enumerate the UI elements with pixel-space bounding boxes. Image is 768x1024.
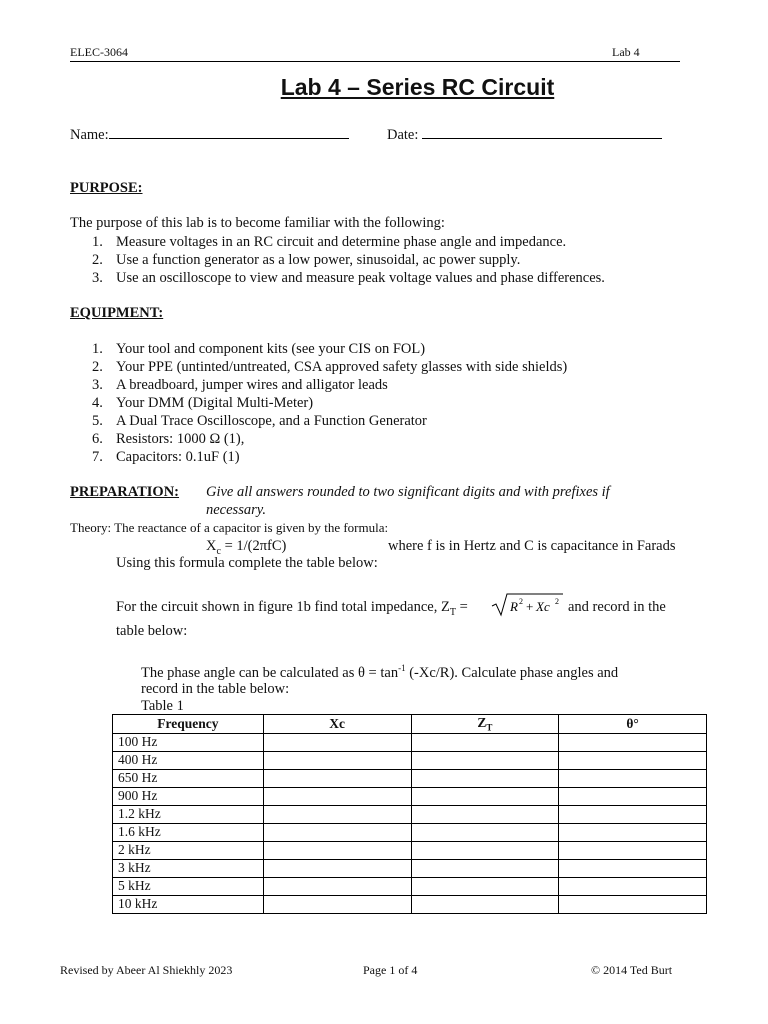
name-row bbox=[70, 127, 349, 144]
list-item: 7. Capacitors: 0.1uF (1) bbox=[92, 449, 240, 465]
table-row bbox=[113, 787, 707, 805]
zt-cell[interactable] bbox=[411, 859, 559, 877]
footer-copyright: © 2014 Ted Burt bbox=[591, 963, 673, 977]
zt-cell[interactable] bbox=[411, 751, 559, 769]
zt-cell[interactable] bbox=[411, 877, 559, 895]
footer-page: Page 1 of 4 bbox=[363, 963, 418, 977]
zt-cell[interactable] bbox=[411, 841, 559, 859]
theta-cell[interactable] bbox=[559, 877, 707, 895]
frequency-cell: 2 kHz bbox=[113, 841, 264, 859]
svg-text:2: 2 bbox=[555, 597, 559, 606]
svg-text:2: 2 bbox=[519, 597, 523, 606]
zt-cell[interactable] bbox=[411, 769, 559, 787]
theta-cell[interactable] bbox=[559, 841, 707, 859]
impedance-formula bbox=[490, 592, 564, 618]
purpose-intro: The purpose of this lab is to become familiar with the following: bbox=[70, 215, 445, 231]
xc-cell[interactable] bbox=[263, 877, 411, 895]
theta-cell[interactable] bbox=[559, 895, 707, 913]
list-item: 4. Your DMM (Digital Multi-Meter) bbox=[92, 395, 314, 411]
date-label: Date: bbox=[387, 127, 419, 143]
table-row bbox=[113, 895, 707, 913]
table-row bbox=[113, 805, 707, 823]
frequency-cell: 10 kHz bbox=[113, 895, 264, 913]
theory-text: Theory: The reactance of a capacitor is given by the formula: bbox=[70, 520, 389, 535]
purpose-list bbox=[92, 233, 605, 287]
frequency-cell: 900 Hz bbox=[113, 787, 264, 805]
table-row bbox=[113, 823, 707, 841]
purpose-heading: PURPOSE: bbox=[70, 180, 143, 196]
theta-cell[interactable] bbox=[559, 787, 707, 805]
xc-cell[interactable] bbox=[263, 805, 411, 823]
theta-cell[interactable] bbox=[559, 769, 707, 787]
frequency-cell: 100 Hz bbox=[113, 733, 264, 751]
equipment-list bbox=[92, 340, 567, 466]
reactance-formula: $X_c = 1/(2\pi fC)$ bbox=[206, 538, 287, 557]
impedance-text-2: and record in the bbox=[568, 599, 666, 615]
equipment-heading: EQUIPMENT: bbox=[70, 305, 164, 321]
table-row bbox=[113, 769, 707, 787]
table-row bbox=[113, 877, 707, 895]
lab-number: Lab 4 bbox=[612, 45, 640, 59]
theta-cell[interactable] bbox=[559, 751, 707, 769]
frequency-cell: 400 Hz bbox=[113, 751, 264, 769]
zt-cell[interactable] bbox=[411, 787, 559, 805]
theta-cell[interactable] bbox=[559, 859, 707, 877]
header-xc: Xc bbox=[263, 715, 411, 734]
date-field[interactable] bbox=[422, 138, 662, 139]
frequency-cell: 1.6 kHz bbox=[113, 823, 264, 841]
header-theta: θ° bbox=[559, 715, 707, 734]
formula-note: where f is in Hertz and C is capacitance in Farads bbox=[388, 538, 676, 554]
page-title bbox=[0, 74, 768, 101]
list-item: 1. Measure voltages in an RC circuit and determine phase angle and impedance. bbox=[92, 234, 567, 250]
xc-cell[interactable] bbox=[263, 859, 411, 877]
theta-cell[interactable] bbox=[559, 733, 707, 751]
header-zt: $Z_T$ bbox=[411, 715, 559, 734]
title-text: Lab 4 – Series RC Circuit bbox=[280, 74, 555, 100]
xc-cell[interactable] bbox=[263, 733, 411, 751]
xc-cell[interactable] bbox=[263, 769, 411, 787]
svg-text:R: R bbox=[510, 599, 518, 614]
header-frequency: Frequency bbox=[113, 715, 264, 734]
footer-revised: Revised by Abeer Al Shiekhly 2023 bbox=[60, 963, 233, 977]
xc-cell[interactable] bbox=[263, 895, 411, 913]
frequency-cell: 1.2 kHz bbox=[113, 805, 264, 823]
table-caption: Table 1 bbox=[141, 698, 184, 714]
theta-cell[interactable] bbox=[559, 805, 707, 823]
frequency-cell: 5 kHz bbox=[113, 877, 264, 895]
preparation-heading: PREPARATION: bbox=[70, 484, 180, 500]
table-header-row bbox=[113, 715, 707, 734]
frequency-cell: 3 kHz bbox=[113, 859, 264, 877]
table-row bbox=[113, 751, 707, 769]
theta-cell[interactable] bbox=[559, 823, 707, 841]
course-code: ELEC-3064 bbox=[70, 45, 128, 59]
zt-cell[interactable] bbox=[411, 805, 559, 823]
svg-text:Xc: Xc bbox=[536, 599, 550, 614]
zt-cell[interactable] bbox=[411, 823, 559, 841]
using-formula-text: Using this formula complete the table below: bbox=[116, 555, 378, 571]
phase-angle-text-2: record in the table below: bbox=[141, 681, 290, 697]
header-rule bbox=[70, 61, 680, 62]
list-item: 3. A breadboard, jumper wires and alligator leads bbox=[92, 377, 388, 393]
impedance-table bbox=[112, 714, 707, 914]
preparation-note-line2: necessary. bbox=[206, 502, 266, 518]
table-row bbox=[113, 733, 707, 751]
date-row bbox=[387, 127, 662, 144]
xc-cell[interactable] bbox=[263, 787, 411, 805]
list-item: 3. Use an oscilloscope to view and measure peak voltage values and phase differences. bbox=[92, 270, 605, 286]
svg-text:+: + bbox=[526, 599, 534, 614]
table-row bbox=[113, 841, 707, 859]
impedance-text-3: table below: bbox=[116, 623, 188, 639]
list-item: 2. Use a function generator as a low power, sinusoidal, ac power supply. bbox=[92, 252, 521, 268]
preparation-note-line1: Give all answers rounded to two significant digits and with prefixes if bbox=[206, 484, 610, 500]
list-item: 1. Your tool and component kits (see your CIS on FOL) bbox=[92, 341, 426, 357]
list-item: 5. A Dual Trace Oscilloscope, and a Function Generator bbox=[92, 413, 427, 429]
impedance-text: For the circuit shown in figure 1b find total impedance, $Z_T$ = bbox=[116, 599, 468, 618]
list-item: 2. Your PPE (untinted/untreated, CSA approved safety glasses with side shields) bbox=[92, 359, 568, 375]
phase-angle-text: The phase angle can be calculated as $\theta = \tan^{-1} (-Xc/R)$. Calculate phase angles and bbox=[141, 663, 619, 681]
frequency-cell: 650 Hz bbox=[113, 769, 264, 787]
xc-cell[interactable] bbox=[263, 823, 411, 841]
list-item: 6. Resistors: 1000 Ω (1), bbox=[92, 431, 245, 447]
name-field[interactable] bbox=[109, 138, 349, 139]
zt-cell[interactable] bbox=[411, 895, 559, 913]
zt-cell[interactable] bbox=[411, 733, 559, 751]
xc-cell[interactable] bbox=[263, 841, 411, 859]
xc-cell[interactable] bbox=[263, 751, 411, 769]
name-label: Name: bbox=[70, 127, 109, 143]
table-row bbox=[113, 859, 707, 877]
